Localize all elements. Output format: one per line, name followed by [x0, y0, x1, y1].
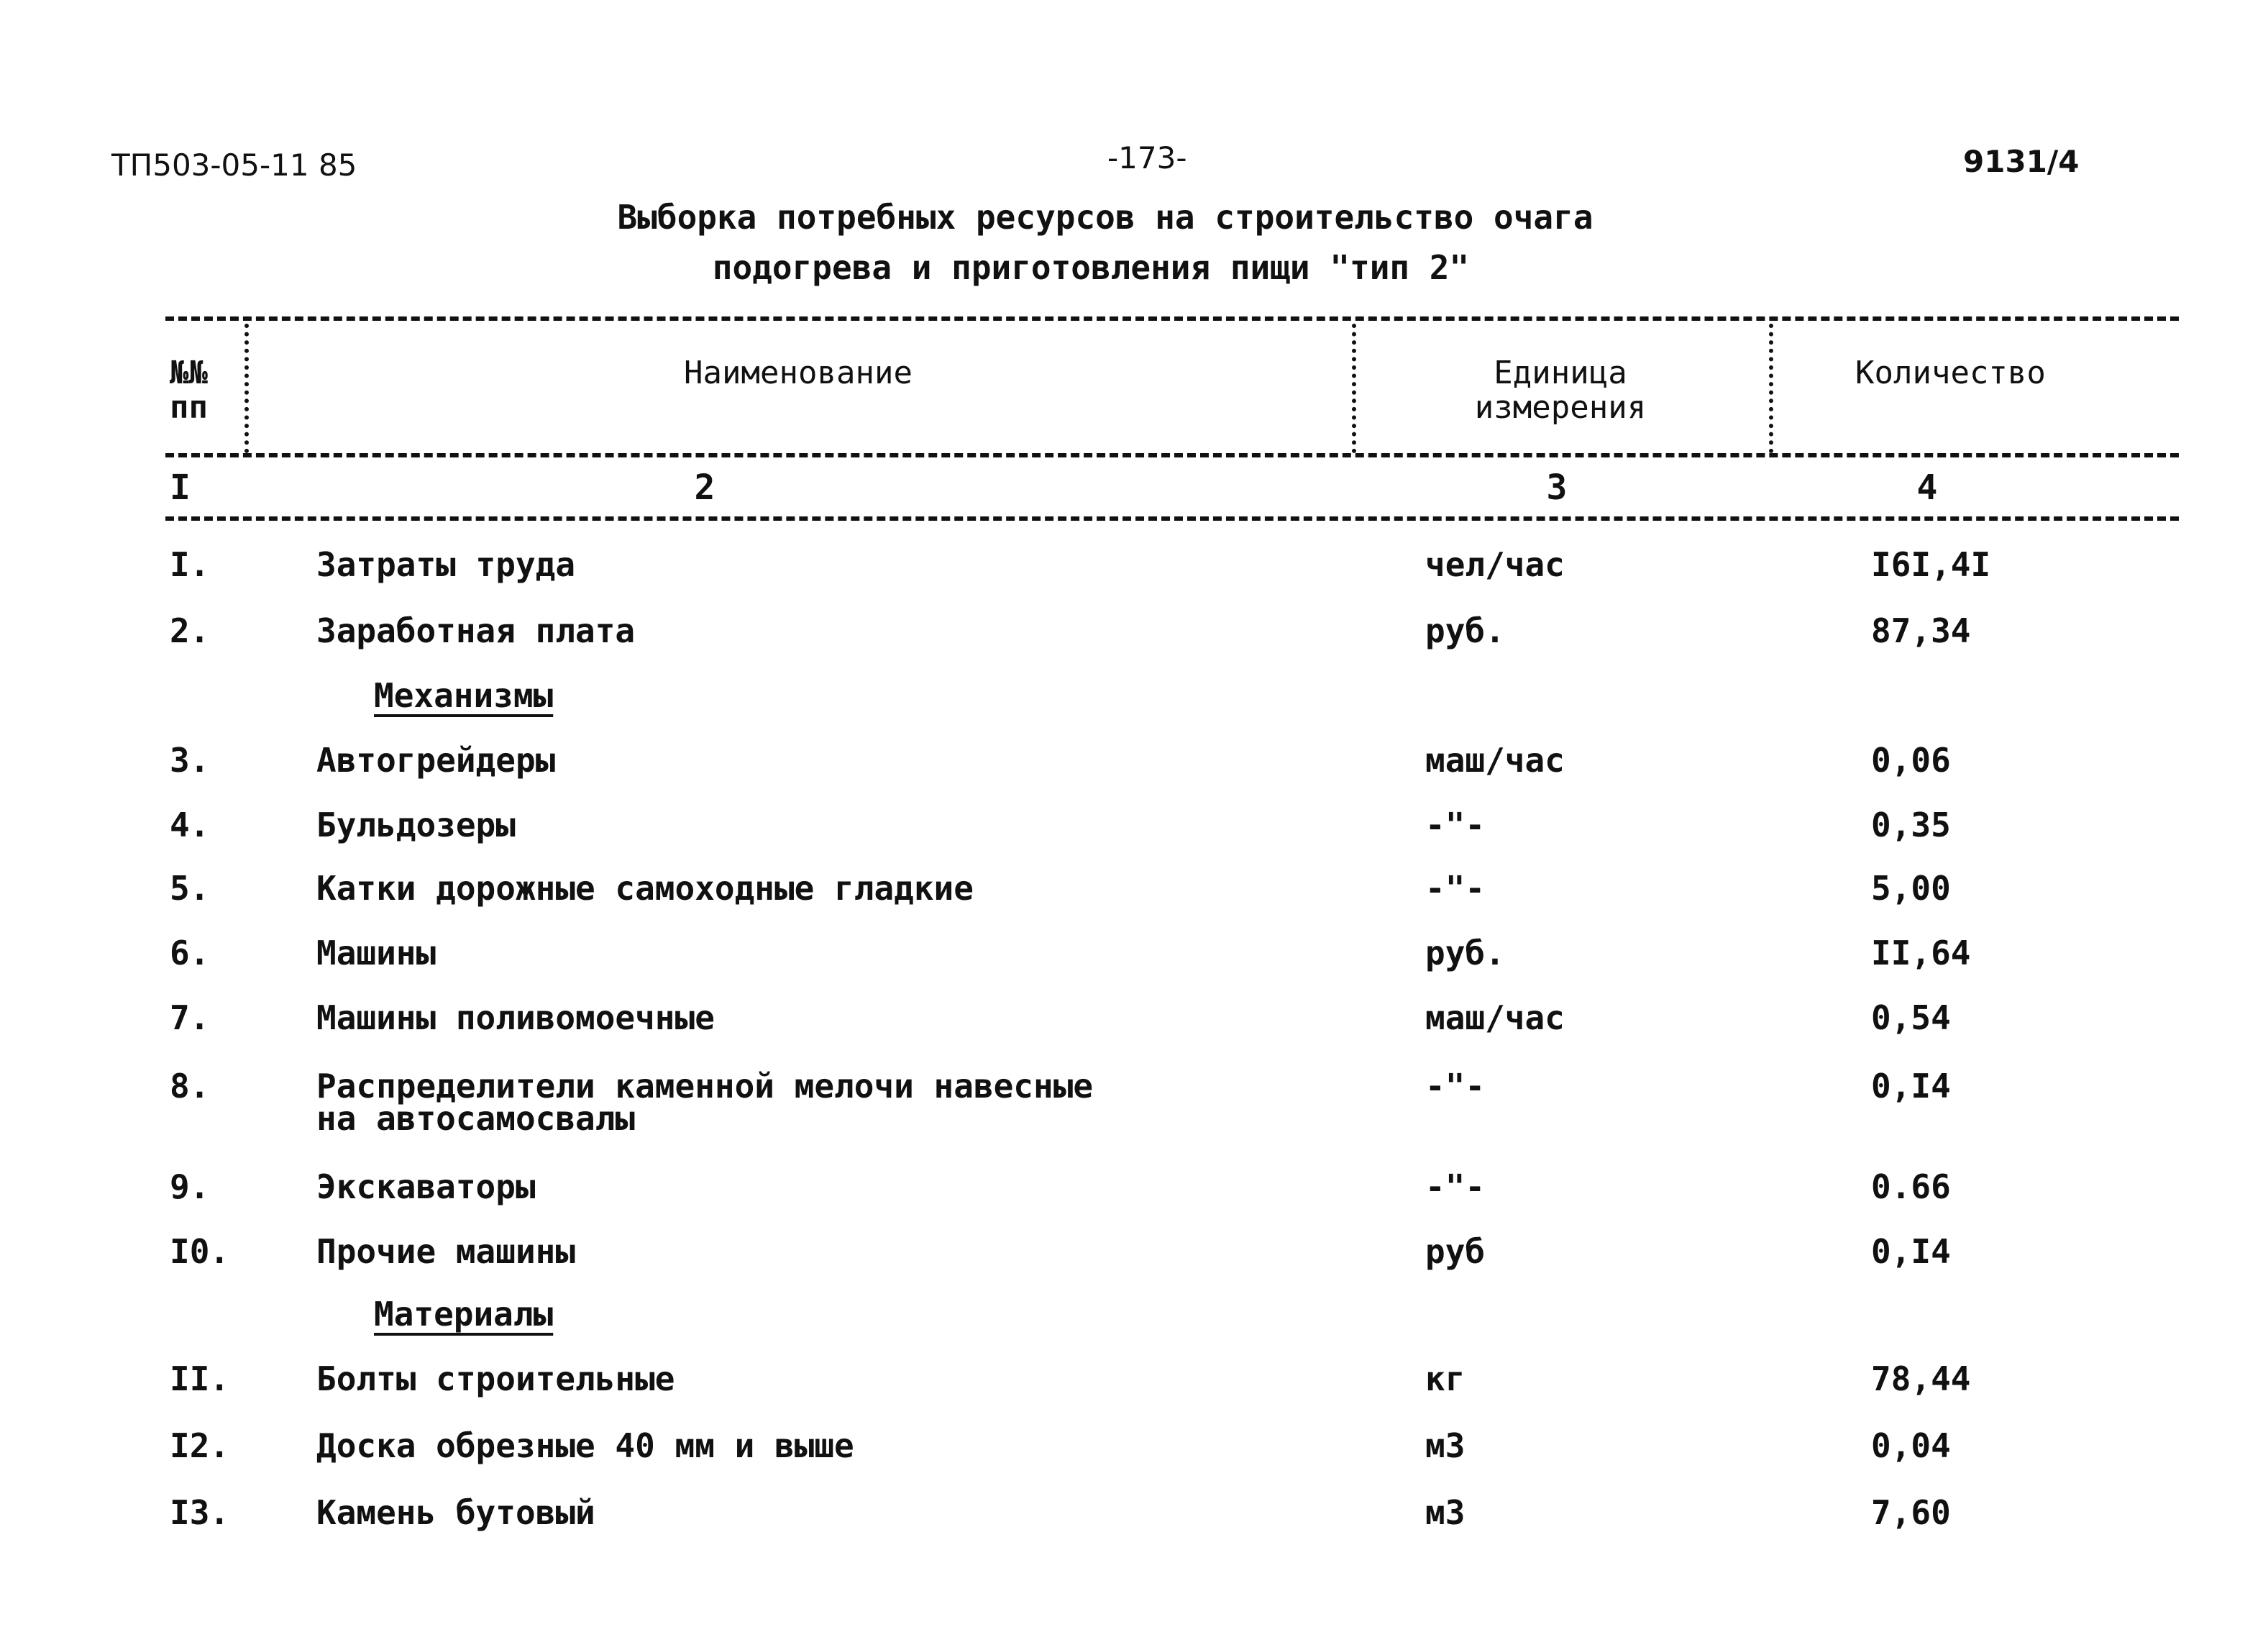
- column-number-3: 3: [1546, 468, 1568, 508]
- table-header-rule: [165, 453, 2179, 457]
- row-name: Прочие машины: [316, 1232, 576, 1271]
- row-unit: -"-: [1425, 1167, 1486, 1206]
- column-header-unit: [1366, 356, 1755, 425]
- row-number: 3.: [170, 741, 210, 780]
- row-name: Машины поливомоечные: [316, 998, 715, 1037]
- row-unit: руб: [1425, 1232, 1486, 1271]
- document-title-line-1: Выборка потребных ресурсов на строительство очага: [617, 198, 1593, 237]
- row-quantity: I6I,4I: [1871, 545, 1991, 584]
- column-divider-1: [244, 324, 249, 453]
- row-unit: маш/час: [1425, 998, 1565, 1037]
- page-number: -173-: [1107, 140, 1187, 175]
- row-quantity: 0,54: [1871, 998, 1951, 1037]
- column-header-index-label: №№ пп: [170, 355, 208, 426]
- row-quantity: 7,60: [1871, 1493, 1951, 1532]
- row-name: Катки дорожные самоходные гладкие: [316, 869, 974, 908]
- row-quantity: 0,I4: [1871, 1067, 1951, 1106]
- section-heading-mechanisms: Механизмы: [374, 676, 554, 715]
- row-unit: -"-: [1425, 869, 1486, 908]
- row-quantity: 0,06: [1871, 741, 1951, 780]
- row-quantity: 0,I4: [1871, 1232, 1951, 1271]
- row-quantity: II,64: [1871, 934, 1971, 972]
- row-quantity: 0,35: [1871, 806, 1951, 844]
- row-name: Распределители каменной мелочи навесные: [316, 1067, 1094, 1106]
- row-name: Автогрейдеры: [316, 741, 556, 780]
- row-name-continued: на автосамосвалы: [316, 1099, 636, 1138]
- section-heading-materials: Материалы: [374, 1295, 554, 1334]
- row-name: Бульдозеры: [316, 806, 516, 844]
- row-quantity: 87,34: [1871, 611, 1971, 650]
- document-code: ТП503-05-11 85: [111, 147, 357, 183]
- sheet-number: 9131/4: [1963, 144, 2080, 179]
- row-number: 4.: [170, 806, 210, 844]
- column-divider-3: [1769, 324, 1773, 453]
- document-title-line-2: подогрева и приготовления пищи "тип 2": [712, 248, 1470, 287]
- column-header-name: [259, 356, 1338, 391]
- column-number-1: I: [170, 468, 191, 508]
- column-header-unit-label: Единица измерения: [1474, 355, 1647, 426]
- column-header-index: [170, 356, 234, 425]
- row-number: I0.: [170, 1232, 230, 1271]
- row-quantity: 5,00: [1871, 869, 1951, 908]
- row-number: 6.: [170, 934, 210, 972]
- row-number: II.: [170, 1359, 230, 1398]
- row-unit: -"-: [1425, 1067, 1486, 1106]
- row-quantity: 78,44: [1871, 1359, 1971, 1398]
- row-unit: м3: [1425, 1426, 1465, 1465]
- row-unit: руб.: [1425, 611, 1505, 650]
- row-name: Экскаваторы: [316, 1167, 536, 1206]
- row-number: I2.: [170, 1426, 230, 1465]
- row-number: 5.: [170, 869, 210, 908]
- column-header-name-label: Наименование: [684, 355, 913, 391]
- row-name: Болты строительные: [316, 1359, 675, 1398]
- row-unit: кг: [1425, 1359, 1465, 1398]
- row-number: I3.: [170, 1493, 230, 1532]
- row-number: 2.: [170, 611, 210, 650]
- row-name: Заработная плата: [316, 611, 636, 650]
- row-unit: -"-: [1425, 806, 1486, 844]
- row-quantity: 0.66: [1871, 1167, 1951, 1206]
- row-unit: маш/час: [1425, 741, 1565, 780]
- row-name: Доска обрезные 40 мм и выше: [316, 1426, 854, 1465]
- row-name: Машины: [316, 934, 436, 972]
- row-name: Камень бутовый: [316, 1493, 595, 1532]
- row-number: 7.: [170, 998, 210, 1037]
- row-number: I.: [170, 545, 210, 584]
- table-numbers-rule: [165, 516, 2179, 521]
- row-number: 9.: [170, 1167, 210, 1206]
- row-unit: чел/час: [1425, 545, 1565, 584]
- table-top-rule: [165, 316, 2179, 321]
- column-header-quantity: [1783, 356, 2186, 391]
- row-number: 8.: [170, 1067, 210, 1106]
- column-header-quantity-label: Количество: [1855, 355, 2046, 391]
- row-unit: руб.: [1425, 934, 1505, 972]
- row-unit: м3: [1425, 1493, 1465, 1532]
- column-divider-2: [1352, 324, 1356, 453]
- column-number-2: 2: [694, 468, 715, 508]
- row-quantity: 0,04: [1871, 1426, 1951, 1465]
- row-name: Затраты труда: [316, 545, 576, 584]
- column-number-4: 4: [1916, 468, 1938, 508]
